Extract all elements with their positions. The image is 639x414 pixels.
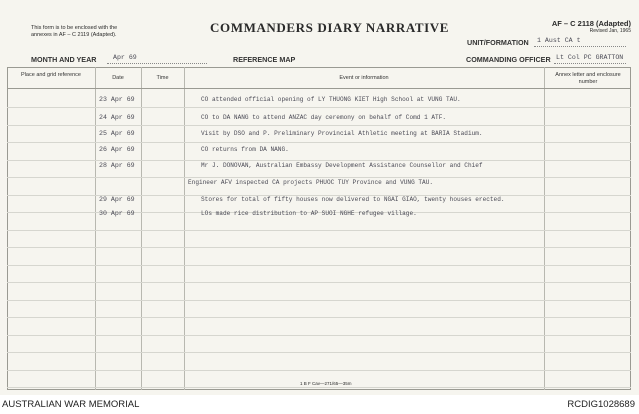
column-header-place: Place and grid reference [21, 72, 81, 78]
ruled-line [7, 265, 631, 266]
month-year-fill-line [107, 63, 207, 64]
entry-text: Mr J. DONOVAN, Australian Embassy Development Assistance Counsellor and Chief [201, 162, 483, 169]
entry-date: 28 Apr 69 [99, 162, 135, 169]
revised-date: Revised Jan, 1965 [589, 28, 631, 34]
unit-formation-value: 1 Aust CA t [537, 37, 581, 44]
ruled-line [7, 282, 631, 283]
ruled-line [7, 177, 631, 178]
enclosure-note-line1: This form is to be enclosed with the [31, 25, 118, 31]
entry-date: 29 Apr 69 [99, 196, 135, 203]
ruled-line [7, 160, 631, 161]
unit-formation-label: UNIT/FORMATION [467, 38, 529, 47]
entry-text: CO to DA NANG to attend ANZAC day ceremony on behalf of Comd 1 ATF. [201, 114, 447, 121]
month-year-label: MONTH AND YEAR [31, 55, 97, 64]
entry-date: 23 Apr 69 [99, 96, 135, 103]
ruled-line [7, 352, 631, 353]
ruled-line [7, 230, 631, 231]
entry-text: CO returns from DA NANG. [201, 146, 289, 153]
archive-credit: AUSTRALIAN WAR MEMORIAL [2, 399, 140, 410]
column-divider [184, 67, 185, 390]
entry-text: LOs made rice distribution to AP SUOI NGHE refugee village. [201, 210, 417, 217]
reference-map-label: REFERENCE MAP [233, 55, 296, 64]
ruled-line [7, 317, 631, 318]
ruled-line [7, 125, 631, 126]
ruled-line [7, 142, 631, 143]
column-divider [141, 67, 142, 390]
entry-text: Engineer AFV inspected CA projects PHUOC TUY Province and VUNG TAU. [188, 179, 434, 186]
ruled-line [7, 300, 631, 301]
ruled-line [7, 370, 631, 371]
column-divider [95, 67, 96, 390]
entry-date: 30 Apr 69 [99, 210, 135, 217]
entry-text: CO attended official opening of LY THUONG KIET High School at VUNG TAU. [201, 96, 461, 103]
ruled-line [7, 387, 631, 388]
entry-text: Visit by DSO and P. Preliminary Provincial Athletic meeting at BARIA Stadium. [201, 130, 483, 137]
entry-text: Stores for total of fifty houses now delivered to NGAI GIAO, twenty houses erected. [201, 196, 505, 203]
entry-date: 26 Apr 69 [99, 146, 135, 153]
commanding-officer-value: Lt Col PC GRATTON [556, 54, 624, 61]
column-header-time: Time [156, 75, 169, 81]
commanding-officer-label: COMMANDING OFFICER [466, 55, 551, 64]
record-id: RCDIG1028689 [567, 399, 635, 410]
commanding-officer-fill-line [554, 63, 626, 64]
column-header-date: Date [112, 75, 124, 81]
entry-date: 24 Apr 69 [99, 114, 135, 121]
column-header-annex: Annex letter and enclosure number [555, 72, 621, 85]
form-title: COMMANDERS DIARY NARRATIVE [210, 20, 450, 35]
column-divider [544, 67, 545, 390]
enclosure-note-line2: annexes in AF – C 2119 (Adapted). [31, 31, 117, 38]
entry-date: 25 Apr 69 [99, 130, 135, 137]
print-code: 1 B F Cav—271/65—35m [300, 381, 352, 386]
ruled-line [7, 107, 631, 108]
month-year-value: Apr 69 [113, 54, 137, 61]
archive-footer [0, 395, 639, 414]
enclosure-note [31, 25, 117, 38]
form-number: AF – C 2118 (Adapted) [551, 19, 631, 28]
header-rule [7, 88, 631, 89]
column-header-event: Event or information [339, 75, 389, 81]
ruled-line [7, 335, 631, 336]
unit-formation-fill-line [534, 46, 626, 47]
ruled-line [7, 247, 631, 248]
